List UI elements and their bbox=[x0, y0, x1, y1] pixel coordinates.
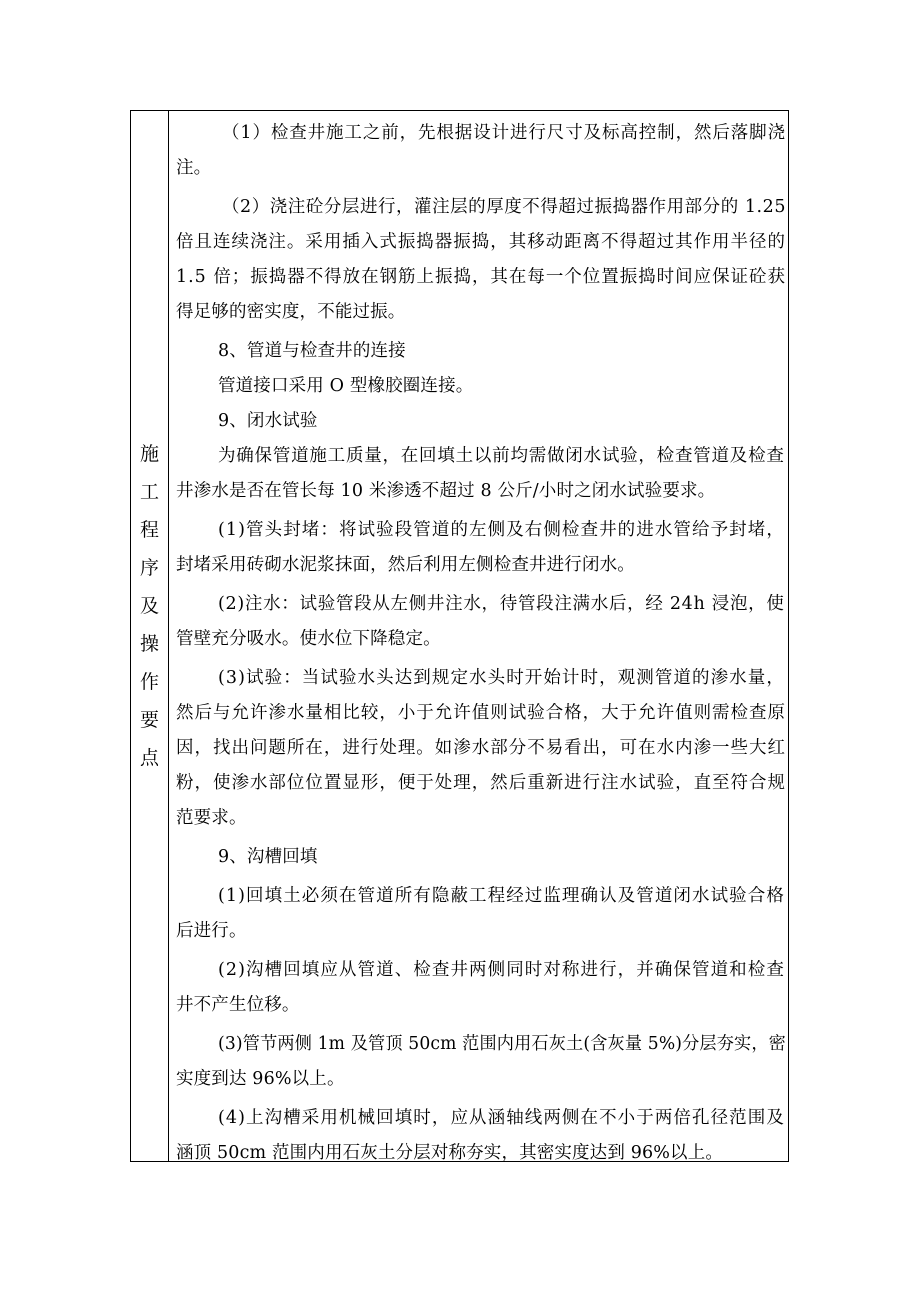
body-text-line: 后进行。 bbox=[176, 921, 247, 941]
body-text-line: (2)沟槽回填应从管道、检查井两侧同时对称进行，并确保管道和检查 bbox=[218, 960, 785, 980]
body-text-line: 8、管道与检查井的连接 bbox=[218, 341, 406, 361]
body-text-line: 得足够的密实度，不能过振。 bbox=[176, 302, 406, 322]
body-text-line: 范要求。 bbox=[176, 808, 247, 828]
body-text-line: （1）检查井施工之前，先根据设计进行尺寸及标高控制，然后落脚浇 bbox=[222, 123, 786, 143]
body-text-line: 粉，使渗水部位位置显形，便于处理，然后重新进行注水试验，直至符合规 bbox=[176, 773, 787, 793]
body-text-line: 实度到达 96%以上。 bbox=[176, 1069, 345, 1089]
body-text-line: 管道接口采用 O 型橡胶圈连接。 bbox=[218, 376, 474, 396]
body-text-line: （2）浇注砼分层进行，灌注层的厚度不得超过振捣器作用部分的 1.25 bbox=[222, 197, 787, 217]
side-label-char: 序 bbox=[139, 557, 159, 579]
body-text-line: (3)管节两侧 1m 及管顶 50cm 范围内用石灰土(含灰量 5%)分层夯实，密 bbox=[218, 1034, 787, 1054]
body-text-line: 倍且连续浇注。采用插入式振捣器振捣，其移动距离不得超过其作用半径的 bbox=[176, 232, 787, 252]
body-text-line: 井渗水是否在管长每 10 米渗透不超过 8 公斤/小时之闭水试验要求。 bbox=[176, 481, 716, 501]
body-text-line: 井不产生位移。 bbox=[176, 995, 300, 1015]
side-label-char: 点 bbox=[139, 747, 159, 769]
body-text-line: (1)回填土必须在管道所有隐蔽工程经过监理确认及管道闭水试验合格 bbox=[218, 886, 785, 906]
body-text-line: 为确保管道施工质量，在回填土以前均需做闭水试验，检查管道及检查 bbox=[218, 446, 785, 466]
side-label-char: 作 bbox=[139, 671, 159, 693]
body-text-line: 1.5 倍；振捣器不得放在钢筋上振捣，其在每一个位置振捣时间应保证砼获 bbox=[176, 267, 786, 287]
side-label-char: 施 bbox=[139, 443, 159, 465]
body-text-line: (2)注水：试验管段从左侧井注水，待管段注满水后，经 24h 浸泡，使 bbox=[218, 594, 785, 614]
body-text-line: (3)试验：当试验水头达到规定水头时开始计时，观测管道的渗水量， bbox=[218, 668, 785, 688]
body-text-line: 9、闭水试验 bbox=[218, 411, 318, 431]
body-text-line: (4)上沟槽采用机械回填时，应从涵轴线两侧在不小于两倍孔径范围及 bbox=[218, 1108, 785, 1128]
body-text-line: 管壁充分吸水。使水位下降稳定。 bbox=[176, 629, 441, 649]
side-label-char: 程 bbox=[139, 519, 159, 541]
body-text-line: 涵顶 50cm 范围内用石灰土分层对称夯实，其密实度达到 96%以上。 bbox=[176, 1143, 723, 1163]
side-label-char: 及 bbox=[139, 595, 159, 617]
side-label-char: 操 bbox=[139, 633, 159, 655]
body-text-line: (1)管头封堵：将试验段管道的左侧及右侧检查井的进水管给予封堵， bbox=[218, 520, 785, 540]
body-text-line: 注。 bbox=[176, 158, 212, 178]
body-text-line: 因，找出问题所在，进行处理。如渗水部分不易看出，可在水内渗一些大红 bbox=[176, 738, 787, 758]
body-text-line: 9、沟槽回填 bbox=[218, 847, 318, 867]
side-label-char: 要 bbox=[139, 709, 159, 731]
body-text-line: 封堵采用砖砌水泥浆抹面，然后利用左侧检查井进行闭水。 bbox=[176, 555, 635, 575]
side-label-char: 工 bbox=[139, 481, 159, 503]
body-text-line: 然后与允许渗水量相比较，小于允许值则试验合格，大于允许值则需检查原 bbox=[176, 703, 787, 723]
